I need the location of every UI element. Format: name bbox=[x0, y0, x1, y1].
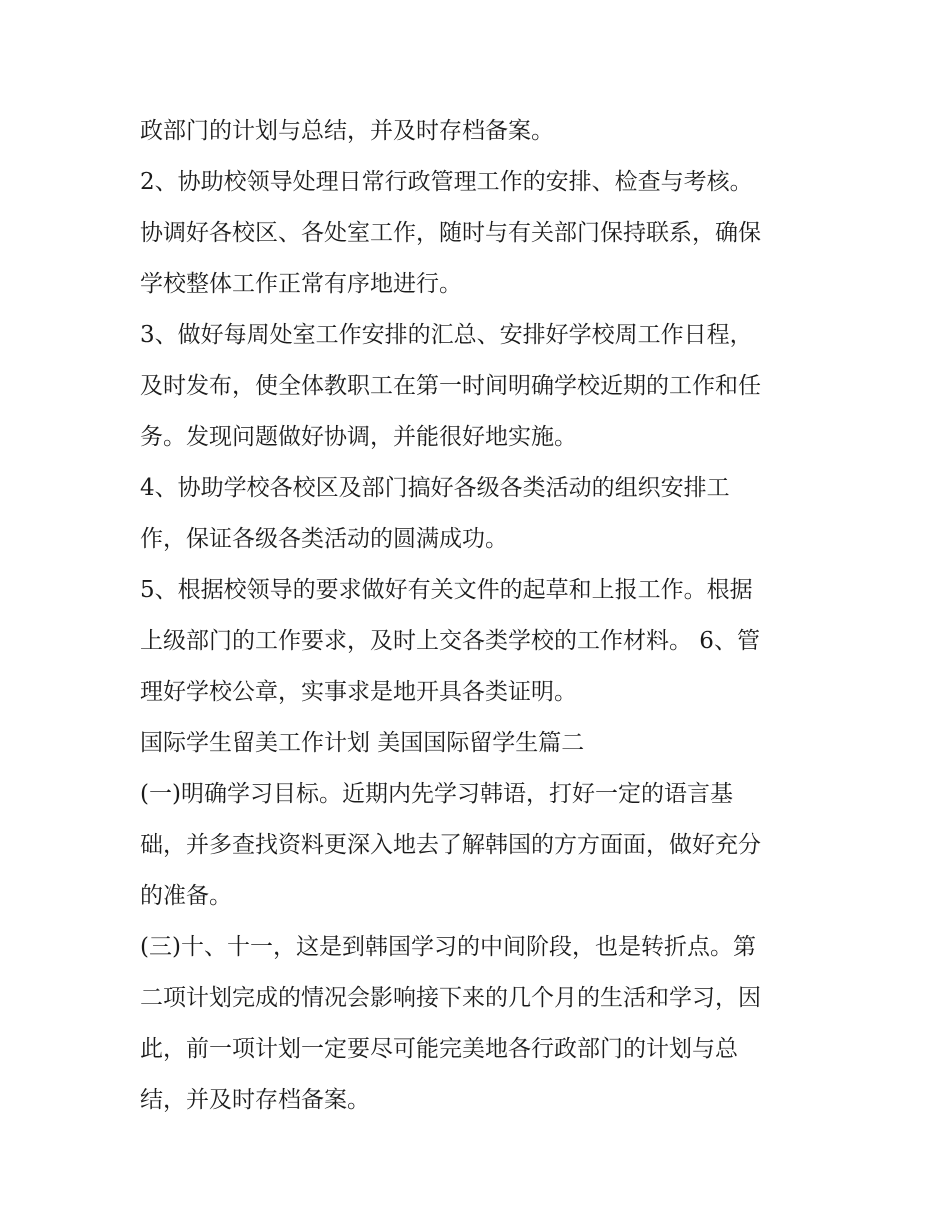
text-line: 二项计划完成的情况会影响接下来的几个月的生活和学习，因 bbox=[140, 985, 761, 1011]
document-body bbox=[140, 106, 820, 1126]
text-line: 此，前一项计划一定要尽可能完美地各行政部门的计划与总 bbox=[140, 1036, 738, 1062]
text-line: 作，保证各级各类活动的圆满成功。 bbox=[140, 526, 508, 552]
text-line: 及时发布，使全体教职工在第一时间明确学校近期的工作和任 bbox=[140, 373, 761, 399]
text-line: 础，并多查找资料更深入地去了解韩国的方方面面，做好充分 bbox=[140, 832, 761, 858]
text-line: 理好学校公章，实事求是地开具各类证明。 bbox=[140, 679, 577, 705]
text-line: 结，并及时存档备案。 bbox=[140, 1087, 370, 1113]
text-line: 2、协助校领导处理日常行政管理工作的安排、检查与考核。 bbox=[140, 169, 753, 195]
text-line: (一)明确学习目标。近期内先学习韩语，打好一定的语言基 bbox=[140, 781, 733, 807]
text-line: 政部门的计划与总结，并及时存档备案。 bbox=[140, 118, 554, 144]
text-line: (三)十、十一，这是到韩国学习的中间阶段，也是转折点。第 bbox=[140, 934, 756, 960]
text-line: 务。发现问题做好协调，并能很好地实施。 bbox=[140, 424, 577, 450]
text-line: 上级部门的工作要求，及时上交各类学校的工作材料。 6、管 bbox=[140, 628, 760, 654]
section-heading: 国际学生留美工作计划 美国国际留学生篇二 bbox=[140, 730, 585, 756]
text-line: 学校整体工作正常有序地进行。 bbox=[140, 271, 462, 297]
text-line: 协调好各校区、各处室工作，随时与有关部门保持联系，确保 bbox=[140, 220, 761, 246]
text-line: 5、根据校领导的要求做好有关文件的起草和上报工作。根据 bbox=[140, 577, 753, 603]
text-line: 4、协助学校各校区及部门搞好各级各类活动的组织安排工 bbox=[140, 475, 730, 501]
text-line: 3、做好每周处室工作安排的汇总、安排好学校周工作日程， bbox=[140, 322, 753, 348]
text-line: 的准备。 bbox=[140, 883, 232, 909]
